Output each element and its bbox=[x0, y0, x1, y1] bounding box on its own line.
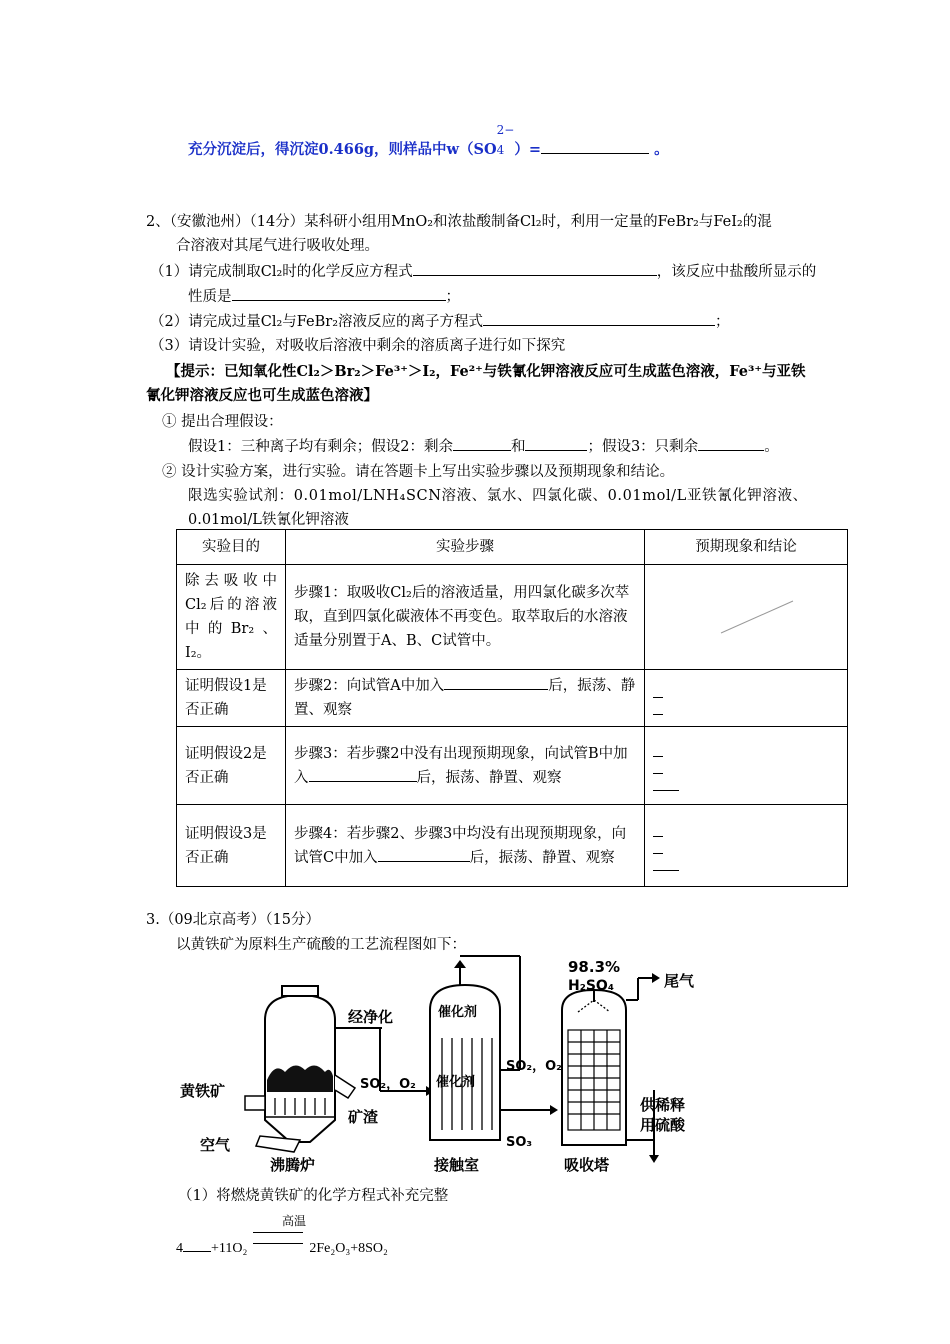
assumptions bbox=[188, 435, 779, 456]
row2-step-text: 步骤2：向试管A中加入 bbox=[294, 678, 445, 694]
row4-reagent-blank[interactable] bbox=[378, 847, 470, 862]
row1-result[interactable] bbox=[645, 565, 848, 670]
row2-step bbox=[286, 670, 645, 727]
table-row bbox=[177, 727, 848, 805]
label-slag: 矿渣 bbox=[348, 1108, 379, 1126]
q2-part3: （3）请设计实验，对吸收后溶液中剩余的溶质离子进行如下探究 bbox=[150, 338, 566, 354]
q2-line2: 合溶液对其尾气进行吸收处理。 bbox=[176, 238, 379, 254]
assume-and: 和 bbox=[510, 439, 526, 455]
property-label: 性质是 bbox=[188, 289, 232, 305]
label-purify: 经净化 bbox=[348, 1008, 394, 1026]
experiment-table bbox=[176, 529, 848, 887]
q2-part2 bbox=[150, 310, 730, 331]
eq-coefficient: 4 bbox=[176, 1241, 183, 1256]
row4-purpose: 证明假设3是否正确 bbox=[177, 805, 286, 887]
row4-result[interactable] bbox=[645, 805, 848, 887]
label-h2so4: H₂SO₄ bbox=[568, 978, 614, 994]
row2-step-tail: 后，振荡、静置、观察 bbox=[294, 678, 636, 718]
row3-result[interactable] bbox=[645, 727, 848, 805]
step-c2: ② 设计实验方案，进行实验。请在答题卡上写出实验步骤以及预期现象和结论。 bbox=[162, 464, 675, 480]
row2-reagent-blank[interactable] bbox=[444, 675, 548, 690]
q2-part1-property bbox=[188, 285, 460, 306]
row1-purpose: 除去吸收中Cl₂后的溶液中的Br₂、I₂。 bbox=[177, 565, 286, 670]
boiling-furnace-shape bbox=[245, 986, 434, 1152]
label-furnace: 沸腾炉 bbox=[270, 1156, 316, 1174]
table-row bbox=[177, 805, 848, 887]
table-row bbox=[177, 565, 848, 670]
label-so2-o2-left: SO₂，O₂ bbox=[360, 1077, 416, 1092]
q3-sub1: （1）将燃烧黄铁矿的化学方程式补充完整 bbox=[178, 1188, 449, 1204]
reagents-line2: 0.01mol/L铁氰化钾溶液 bbox=[188, 512, 349, 528]
header-steps: 实验步骤 bbox=[286, 530, 645, 565]
property-blank[interactable] bbox=[232, 286, 446, 301]
assume-text: 假设1：三种离子均有剩余；假设2：剩余 bbox=[188, 439, 453, 455]
row3-step-text: 步骤3：若步骤2中没有出现预期现象，向试管B中加入 bbox=[294, 745, 628, 786]
table-header-row bbox=[177, 530, 848, 565]
label-pyrite: 黄铁矿 bbox=[180, 1082, 226, 1100]
q2-part1-text: （1）请完成制取Cl₂时的化学反应方程式 bbox=[150, 264, 413, 280]
top-line-text: 充分沉淀后，得沉淀0.466g，则样品中w（SO bbox=[188, 141, 497, 158]
row2-result[interactable] bbox=[645, 670, 848, 727]
hint-line2: 氰化钾溶液反应也可生成蓝色溶液】 bbox=[146, 387, 378, 404]
equation-blank[interactable] bbox=[413, 261, 657, 276]
label-air: 空气 bbox=[200, 1136, 231, 1154]
assume-end: 。 bbox=[764, 439, 779, 455]
sulfate-charge: 2− bbox=[496, 123, 515, 137]
diagonal-mark bbox=[719, 597, 799, 637]
absorption-tower-shape bbox=[562, 973, 660, 1163]
row4-step-text: 步骤4：若步骤2、步骤3中均没有出现预期现象，向试管C中加入 bbox=[294, 825, 627, 866]
eq-sign bbox=[253, 1232, 303, 1244]
label-absorber: 吸收塔 bbox=[564, 1156, 610, 1174]
equation-line bbox=[176, 1232, 388, 1257]
q2-part2-text: （2）请完成过量Cl₂与FeBr₂溶液反应的离子方程式 bbox=[150, 314, 484, 330]
q2-line1: 2、（安徽池州）（14分）某科研小组用MnO₂和浓盐酸制备Cl₂时，利用一定量的FeBr₂与FeI₂的混 bbox=[146, 214, 772, 230]
contact-chamber-shape bbox=[430, 956, 558, 1140]
assume3-blank[interactable] bbox=[698, 436, 764, 451]
eq-products: 2Fe₂O₃+8SO₂ bbox=[309, 1241, 388, 1256]
row3-step-tail: 后，振荡、静置、观察 bbox=[416, 769, 562, 786]
header-purpose: 实验目的 bbox=[177, 530, 286, 565]
q3-title: 3.（09北京高考）（15分） bbox=[146, 912, 320, 928]
label-acid-conc: 98.3% bbox=[568, 958, 621, 976]
row3-step bbox=[286, 727, 645, 805]
row4-step bbox=[286, 805, 645, 887]
property-end: ； bbox=[445, 289, 460, 305]
assume2-blank2[interactable] bbox=[525, 436, 587, 451]
label-catalyst-mid: 催化剂 bbox=[436, 1075, 476, 1090]
label-so3: SO₃ bbox=[506, 1135, 533, 1150]
label-contact: 接触室 bbox=[434, 1156, 480, 1174]
pyrite-formula-blank[interactable] bbox=[183, 1237, 211, 1252]
row2-purpose: 证明假设1是否正确 bbox=[177, 670, 286, 727]
q2-part2-end: ； bbox=[715, 314, 730, 330]
assume2-blank1[interactable] bbox=[453, 436, 511, 451]
reaction-condition: 高温 bbox=[282, 1214, 307, 1228]
table-row bbox=[177, 670, 848, 727]
top-line-end: 。 bbox=[654, 141, 669, 158]
label-dilute-1: 供稀释 bbox=[640, 1096, 686, 1114]
reagents-line1: 限选实验试剂：0.01mol/LNH₄SCN溶液、氯水、四氯化碳、0.01mol/L亚铁氰化钾溶液、 bbox=[188, 488, 808, 504]
assume3-text: ；假设3：只剩余 bbox=[587, 439, 699, 455]
top-answer-line bbox=[188, 123, 669, 159]
row4-step-tail: 后，振荡、静置、观察 bbox=[469, 849, 615, 866]
label-dilute-2: 用硫酸 bbox=[640, 1116, 686, 1134]
header-result: 预期现象和结论 bbox=[645, 530, 848, 565]
label-tail-gas: 尾气 bbox=[664, 972, 695, 990]
q3-intro: 以黄铁矿为原料生产硫酸的工艺流程图如下： bbox=[176, 937, 466, 953]
label-catalyst-top: 催化剂 bbox=[438, 1005, 478, 1020]
sulfate-subscript: 4 bbox=[496, 143, 505, 157]
q2-part1-tail: ，该反应中盐酸所显示的 bbox=[656, 264, 817, 280]
hint-line1: 【提示：已知氧化性Cl₂＞Br₂＞Fe³⁺＞I₂，Fe²⁺与铁氰化钾溶液反应可生成蓝色溶液，Fe³⁺与亚铁 bbox=[166, 363, 806, 380]
row1-step: 步骤1：取吸收Cl₂后的溶液适量，用四氯化碳多次萃取，直到四氯化碳液体不再变色。取萃取后的水溶液适量分别置于A、B、C试管中。 bbox=[286, 565, 645, 670]
row3-reagent-blank[interactable] bbox=[309, 767, 417, 782]
process-flow-diagram bbox=[170, 950, 730, 1180]
row3-purpose: 证明假设2是否正确 bbox=[177, 727, 286, 805]
top-line-eq: ）= bbox=[514, 141, 542, 158]
label-so2-o2-right: SO₂，O₂ bbox=[506, 1059, 562, 1074]
step-c1: ① 提出合理假设： bbox=[162, 414, 283, 430]
ion-equation-blank[interactable] bbox=[483, 311, 715, 326]
q2-part1 bbox=[150, 260, 816, 281]
eq-oxygen: +11O₂ bbox=[211, 1241, 248, 1256]
answer-blank[interactable] bbox=[541, 139, 649, 154]
